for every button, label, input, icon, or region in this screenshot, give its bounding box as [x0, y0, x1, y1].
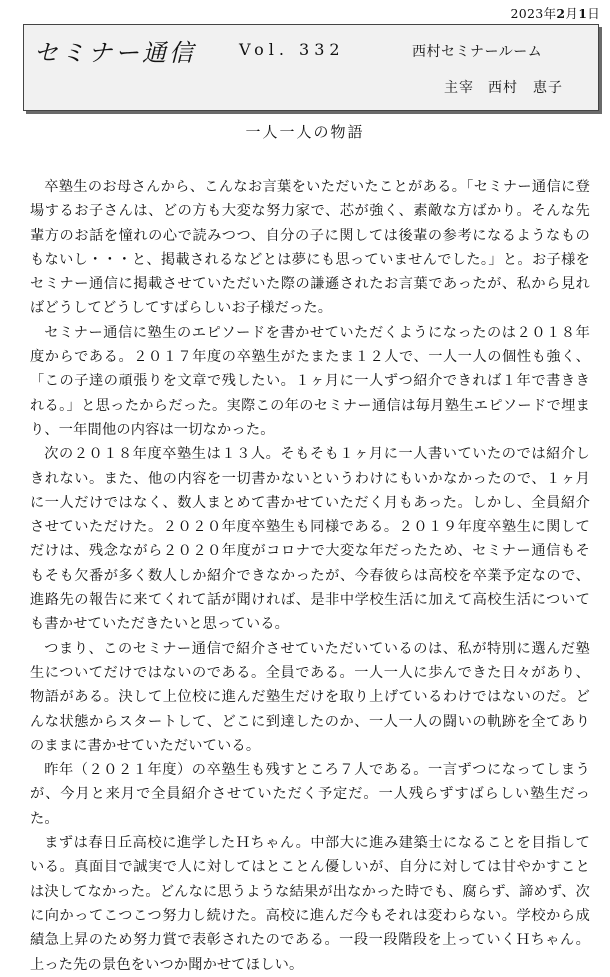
- article-body: [30, 175, 590, 977]
- editor-name: 西村 恵子: [488, 80, 563, 96]
- article-paragraph: まずは春日丘高校に進学したＨちゃん。中部大に進み建築士になることを目指している。真面目で誠実で人に対してはとことん優しいが、自分に対しては甘やかすことは決してなかった。どんなに思うような結果が出なかった時でも、腐らず、諦めず、次に向かってこつこつ努力し続けた。高校に進んだ今もそれは変わらない。学校から成績急上昇のため努力賞で表彰されたのである。一段一段階段を上っていくＨちゃん。上った先の景色をいつか聞かせてほしい。: [30, 835, 590, 973]
- article-paragraph: 卒塾生のお母さんから、こんなお言葉をいただいたことがある。「セミナー通信に登場するお子さんは、どの方も大変な努力家で、芯が強く、素敵な方ばかり。そんな先輩方のお話を憧れの心で読みつつ、自分の子に関しては後輩の参考になるようなものもないし・・・と、掲載されるなどとは夢にも思っていませんでした。」と。お子様をセミナー通信に掲載させていただいた際の謙遜されたお言葉であったが、私から見ればどうしてどうしてすばらしいお子様だった。: [30, 179, 590, 317]
- date-day: 1: [578, 6, 588, 21]
- newsletter-header: [23, 24, 599, 111]
- article-paragraph: つまり、このセミナー通信で紹介させていただいているのは、私が特別に選んだ塾生についてだけではないのである。全員である。一人一人に歩んできた日々があり、物語がある。決して上位校に進んだ塾生だけを取り上げているわけではないのだ。どんな状態からスタートして、どこに到達したのか、一人一人の闘いの軌跡を全てありのままに書かせていただいている。: [30, 640, 590, 754]
- date-month: 2: [556, 6, 566, 21]
- newsletter-title: セミナー通信: [34, 39, 196, 67]
- date-month-suffix: 月: [565, 6, 579, 21]
- date-year-suffix: 年: [543, 6, 557, 21]
- article-paragraph: 次の２０１８年度卒塾生は１３人。そもそも１ヶ月に一人書いていたのでは紹介しきれない。また、他の内容を一切書かないというわけにもいかなかったので、１ヶ月に一人だけではなく、数人まとめて書かせていただく月もあった。しかし、全員紹介させていただけた。２０２０年度卒塾生も同様である。２０１９年度卒塾生に関してだけは、残念ながら２０２０年度がコロナで大変な年だったため、セミナー通信もそもそも欠番が多く数人しか紹介できなかったが、今春彼らは高校を卒業予定なので、進路先の報告に来てくれて話が聞ければ、是非中学校生活に加えて高校生活についても書かせていただきたいと思っている。: [30, 446, 590, 633]
- organization-name: 西村セミナールーム: [412, 44, 543, 60]
- volume-number: Vol. 332: [239, 40, 345, 59]
- article-title: 一人一人の物語: [245, 123, 365, 141]
- article-paragraph: 昨年（２０２１年度）の卒塾生も残すところ７人である。一言ずつになってしまうが、今月と来月で全員紹介させていただく予定だ。一人残らずすばらしい塾生だった。: [30, 762, 590, 827]
- issue-date: [511, 4, 600, 22]
- editor-line: [444, 77, 577, 97]
- editor-role: 主宰: [444, 80, 474, 96]
- date-day-suffix: 日: [587, 6, 600, 21]
- date-year: 2023: [510, 6, 544, 21]
- article-paragraph: セミナー通信に塾生のエピソードを書かせていただくようになったのは２０１８年度からである。２０１７年度の卒塾生がたまたま１２人で、一人一人の個性も強く、「この子達の頑張りを文章で残したい。１ヶ月に一人ずつ紹介できれば１年で書ききれる。」と思ったからだった。実際この年のセミナー通信は毎月塾生エピソードで埋まり、一年間他の内容は一切なかった。: [30, 324, 590, 438]
